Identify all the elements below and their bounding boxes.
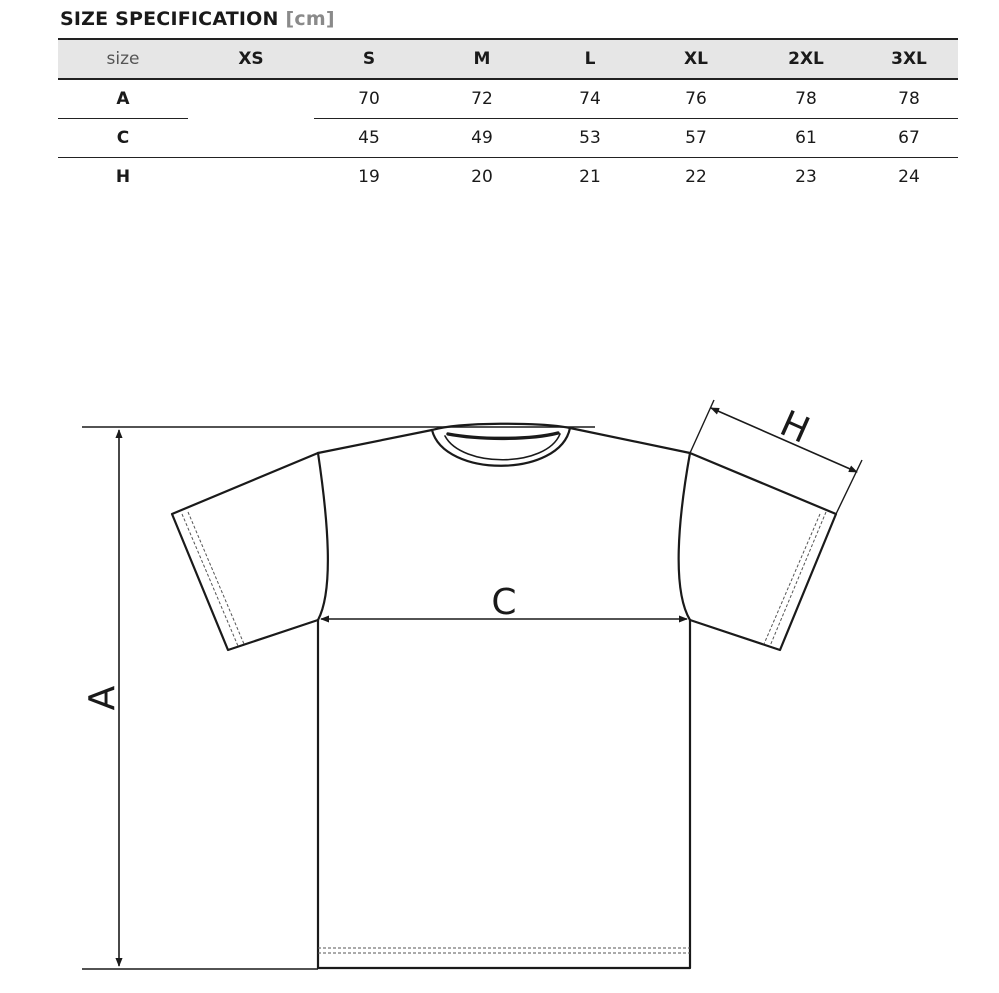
header-3xl: 3XL (860, 39, 958, 79)
cell-a-s: 70 (314, 79, 424, 119)
size-table (58, 38, 958, 196)
table-row-c (58, 119, 958, 158)
title-text: SIZE SPECIFICATION (60, 8, 279, 30)
page-title (60, 8, 335, 30)
cell-h-l: 21 (579, 167, 601, 187)
label-a: A (82, 685, 123, 711)
table-header-row (58, 39, 958, 79)
table-row-a (58, 79, 958, 119)
stitch-lines (182, 512, 826, 953)
cell-h-2xl: 23 (795, 167, 817, 187)
cell-a-l: 74 (540, 79, 640, 119)
measure-h (690, 400, 862, 514)
table-row-h (58, 158, 958, 197)
row-label-a: A (58, 79, 188, 119)
cell-c-2xl: 61 (752, 119, 860, 158)
cell-a-xs (188, 79, 314, 119)
cell-h-s: 19 (358, 167, 380, 187)
cell-a-3xl: 78 (860, 79, 958, 119)
header-m: M (424, 39, 540, 79)
header-xl: XL (640, 39, 752, 79)
header-size: size (58, 39, 188, 79)
cell-c-3xl: 67 (860, 119, 958, 158)
row-label-h: H (115, 167, 131, 187)
cell-h-3xl: 24 (898, 167, 920, 187)
header-2xl: 2XL (752, 39, 860, 79)
tshirt-outline (172, 424, 836, 968)
cell-c-s: 45 (314, 119, 424, 158)
cell-a-2xl: 78 (752, 79, 860, 119)
header-l: L (540, 39, 640, 79)
label-c: C (491, 582, 517, 623)
row-label-c: C (58, 119, 188, 158)
tshirt-diagram (0, 380, 999, 993)
unit-label: [cm] (285, 8, 335, 30)
cell-h-xl: 22 (685, 167, 707, 187)
measure-a (82, 427, 595, 969)
cell-c-m: 49 (424, 119, 540, 158)
label-h: H (773, 403, 816, 452)
cell-a-xl: 76 (640, 79, 752, 119)
cell-c-l: 53 (540, 119, 640, 158)
cell-h-xs (188, 158, 314, 197)
header-s: S (314, 39, 424, 79)
header-xs: XS (188, 39, 314, 79)
cell-c-xl: 57 (640, 119, 752, 158)
cell-c-xs (188, 119, 314, 158)
cell-h-m: 20 (471, 167, 493, 187)
cell-a-m: 72 (424, 79, 540, 119)
